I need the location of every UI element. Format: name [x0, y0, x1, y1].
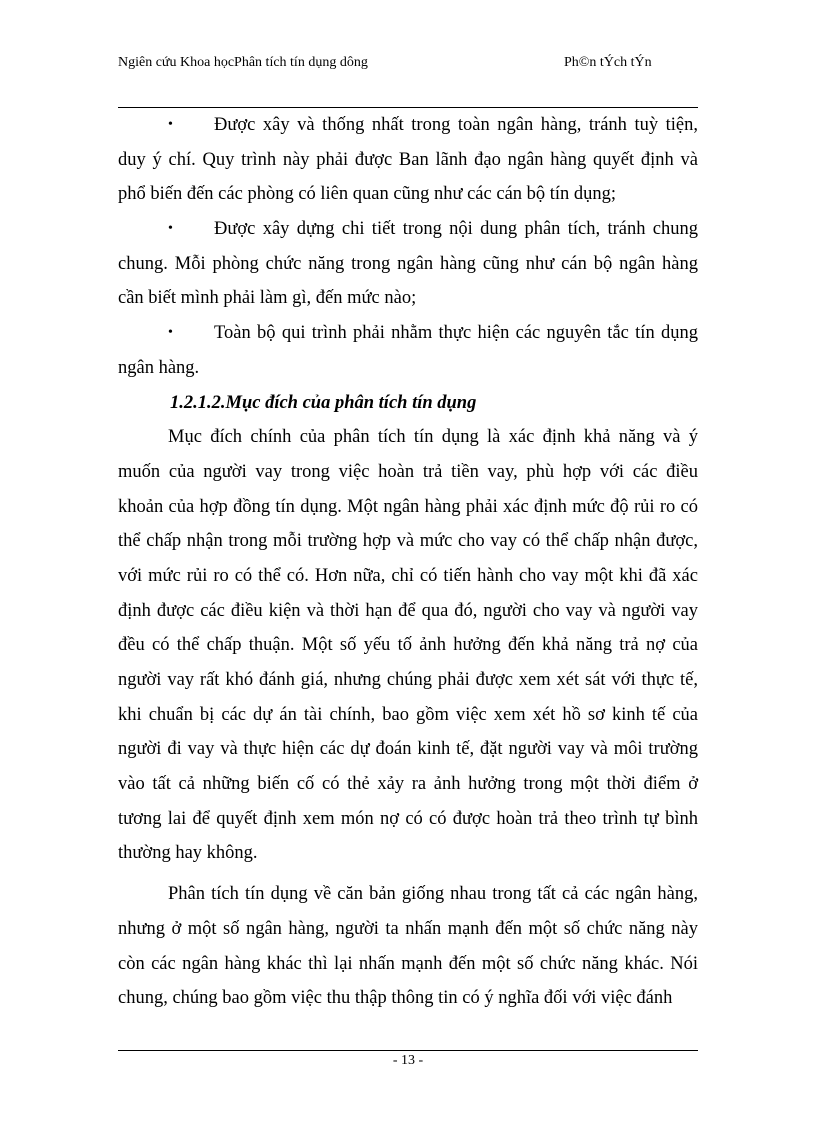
text-line: với mức rủi ro có thể có. Hơn nữa, chỉ có tiến hành cho vay một khi đã xác: [118, 565, 698, 586]
text-line: Được xây dựng chi tiết trong nội dung phân tích, tránh chung: [214, 219, 698, 240]
text-line: thể chấp nhận trong mỗi trường hợp và mức cho vay có thể chấp nhận được,: [118, 531, 698, 552]
text-line: phổ biến đến các phòng có liên quan cũng như các cán bộ tín dụng;: [118, 184, 617, 205]
text-line: chung, chúng bao gồm việc thu thập thông tin có ý nghĩa đối với việc đánh: [118, 988, 673, 1009]
page-number: - 13 -: [392, 1053, 424, 1068]
bullet-icon: •: [168, 325, 173, 341]
text-line: muốn của người vay trong việc hoàn trả tiền vay, phù hợp với các điều: [118, 461, 698, 482]
text-line: Mục đích chính của phân tích tín dụng là xác định khả năng và ý: [168, 427, 698, 448]
bullet-line: [118, 212, 698, 247]
section-heading: 1.2.1.2.Mục đích của phân tích tín dụng: [170, 392, 477, 413]
header-title-left: Ngiên cứu Khoa họcPhân tích tín dụng dông: [118, 55, 368, 70]
text-line: đều có thể chấp thuận. Một số yếu tố ảnh hưởng đến khả năng trả nợ của: [118, 635, 698, 656]
text-line: Phân tích tín dụng về căn bản giống nhau trong tất cả các ngân hàng,: [168, 884, 698, 905]
text-line: Toàn bộ qui trình phải nhằm thực hiện các nguyên tắc tín dụng: [214, 323, 698, 344]
text-line: người vay rất khó đánh giá, nhưng chúng phải được xem xét sát với thực tế,: [118, 670, 698, 690]
header-title-right: Ph©n tÝch tÝn: [564, 55, 652, 70]
text-line: người đi vay và thực hiện các dự đoán kinh tế, đặt người vay và môi trường: [118, 739, 698, 760]
footer-divider: [118, 1050, 698, 1051]
text-line: chung. Mỗi phòng chức năng trong ngân hàng cũng như cán bộ ngân hàng: [118, 253, 698, 274]
text-line: định được các điều kiện và thời hạn để qua đó, người cho vay và người vay: [118, 600, 698, 621]
text-line: nhưng ở một số ngân hàng, người ta nhấn mạnh đến một số chức năng này: [118, 918, 698, 939]
bullet-item: [118, 316, 698, 385]
page-body: [118, 108, 698, 1016]
paragraph: [118, 877, 698, 1016]
bullet-line: [118, 108, 698, 143]
text-line: duy ý chí. Quy trình này phải được Ban lãnh đạo ngân hàng quyết định và: [118, 149, 698, 170]
text-line: vào tất cả những biến cố có thẻ xảy ra ảnh hưởng trong một thời điểm ở: [118, 774, 698, 795]
text-line: cần biết mình phải làm gì, đến mức nào;: [118, 288, 417, 309]
text-line: thường hay không.: [118, 843, 258, 864]
bullet-line: [118, 316, 698, 351]
bullet-icon: •: [168, 117, 173, 132]
text-line: khi chuẩn bị các dự án tài chính, bao gồm việc xem xét hồ sơ kinh tế của: [118, 704, 698, 725]
bullet-item: [118, 212, 698, 316]
paragraph: [118, 420, 698, 871]
text-line: còn các ngân hàng khác thì lại nhấn mạnh đến một số chức năng khác. Nói: [118, 953, 698, 974]
text-line: Được xây và thống nhất trong toàn ngân hàng, tránh tuỳ tiện,: [214, 115, 698, 135]
text-line: tương lai để quyết định xem món nợ có có được hoàn trả theo trình tự bình: [118, 808, 698, 829]
bullet-item: [118, 108, 698, 212]
text-line: khoản của hợp đồng tín dụng. Một ngân hàng phải xác định mức độ rủi ro có: [118, 496, 698, 517]
bullet-icon: •: [168, 221, 173, 237]
text-line: ngân hàng.: [118, 357, 200, 378]
